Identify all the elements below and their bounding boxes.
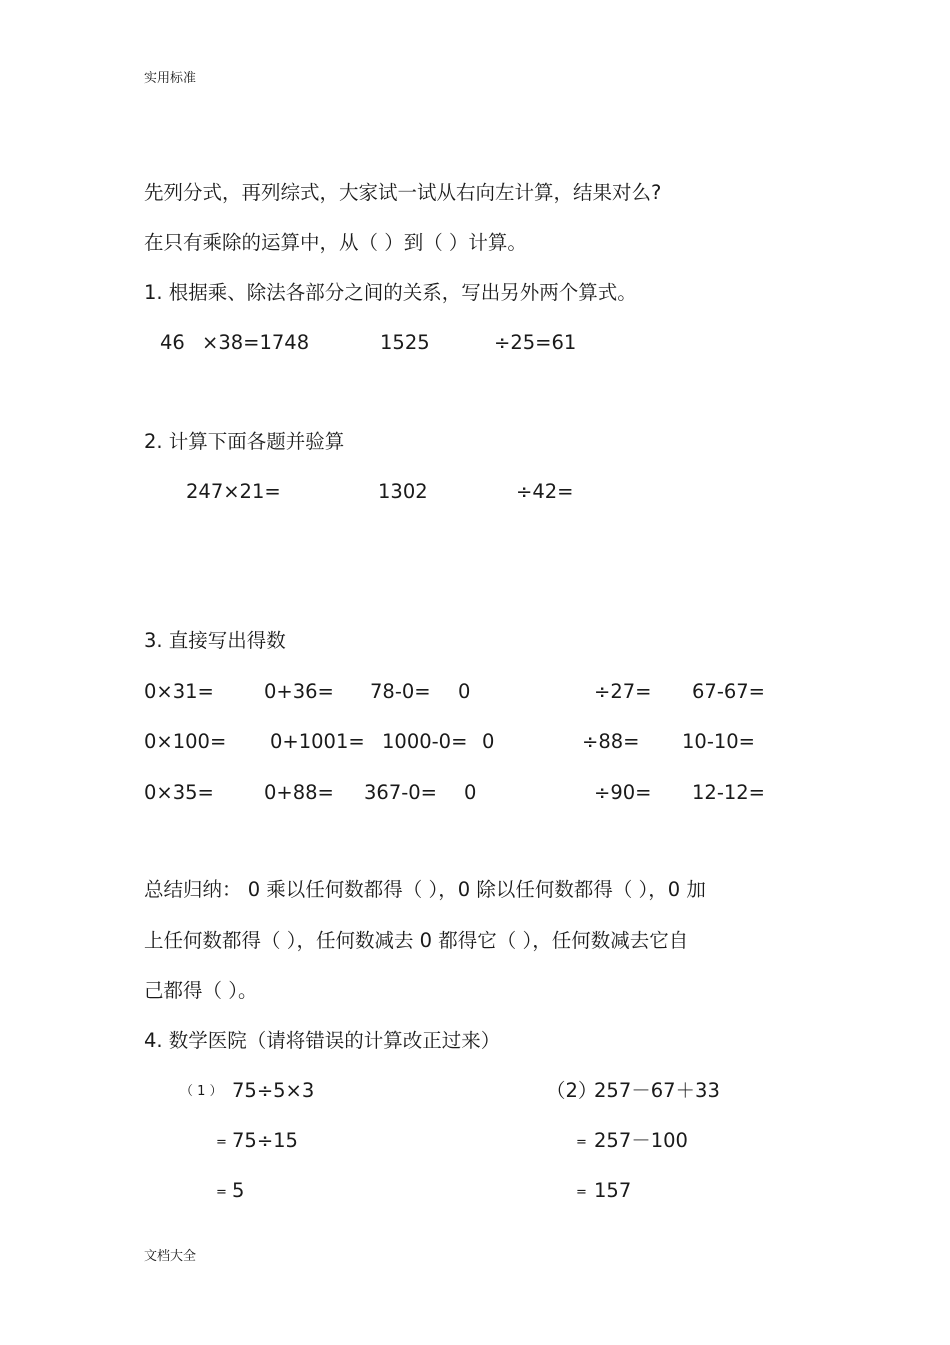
q3-cell: 0×35= [144, 781, 214, 804]
q2-item: ÷42= [516, 480, 574, 503]
q3-cell: 0 [458, 680, 471, 703]
q3-cell: 0×100= [144, 730, 227, 753]
q4-right-step2: 157 [594, 1179, 632, 1202]
q4-left-eq: = [216, 1185, 227, 1200]
summary-line-1: 总结归纳： 0 乘以任何数都得（ ），0 除以任何数都得（ ），0 加 [144, 878, 706, 901]
q4-right-eq: = [576, 1185, 587, 1200]
q3-cell: ÷27= [594, 680, 652, 703]
q1-title: 1. 根据乘、除法各部分之间的关系，写出另外两个算式。 [144, 281, 637, 304]
q3-cell: 367-0= [364, 781, 438, 804]
q3-cell: 0+88= [264, 781, 334, 804]
q1-item: ÷25=61 [494, 331, 577, 354]
q1-item: ×38=1748 [202, 331, 310, 354]
q3-cell: 0×31= [144, 680, 214, 703]
q4-left-label: （ 1 ） [180, 1084, 223, 1099]
q3-cell: 0+36= [264, 680, 334, 703]
q3-title: 3. 直接写出得数 [144, 629, 286, 652]
q3-cell: 78-0= [370, 680, 431, 703]
q3-cell: 0 [464, 781, 477, 804]
q4-title: 4. 数学医院（请将错误的计算改正过来） [144, 1029, 501, 1052]
q1-item: 1525 [380, 331, 430, 354]
q3-cell: 0+1001= [270, 730, 365, 753]
q4-left-step2: 5 [232, 1179, 245, 1202]
q4-right-eq: = [576, 1135, 587, 1150]
intro-line-2: 在只有乘除的运算中，从（ ）到（ ）计算。 [144, 231, 527, 254]
q3-cell: ÷90= [594, 781, 652, 804]
summary-line-3: 己都得（ ）。 [144, 979, 258, 1002]
q3-cell: 1000-0= [382, 730, 468, 753]
q4-right-expr: 257－67＋33 [594, 1079, 720, 1102]
q3-cell: 67-67= [692, 680, 766, 703]
q4-left-expr: 75÷5×3 [232, 1079, 315, 1102]
q4-left-eq: = [216, 1135, 227, 1150]
q3-cell: 10-10= [682, 730, 756, 753]
q2-item: 1302 [378, 480, 428, 503]
intro-line-1: 先列分式，再列综式，大家试一试从右向左计算，结果对么? [144, 181, 662, 204]
q4-right-step1: 257－100 [594, 1129, 688, 1152]
summary-line-2: 上任何数都得（ ），任何数减去 0 都得它（ ），任何数减去它自 [144, 929, 689, 952]
q4-right-label: （2） [546, 1079, 598, 1102]
q3-cell: ÷88= [582, 730, 640, 753]
q2-item: 247×21= [186, 480, 281, 503]
q4-left-step1: 75÷15 [232, 1129, 298, 1152]
page-header: 实用标准 [144, 71, 197, 86]
q2-title: 2. 计算下面各题并验算 [144, 430, 345, 453]
q3-cell: 0 [482, 730, 495, 753]
q1-item: 46 [160, 331, 185, 354]
page-footer: 文档大全 [144, 1249, 197, 1264]
q3-cell: 12-12= [692, 781, 766, 804]
